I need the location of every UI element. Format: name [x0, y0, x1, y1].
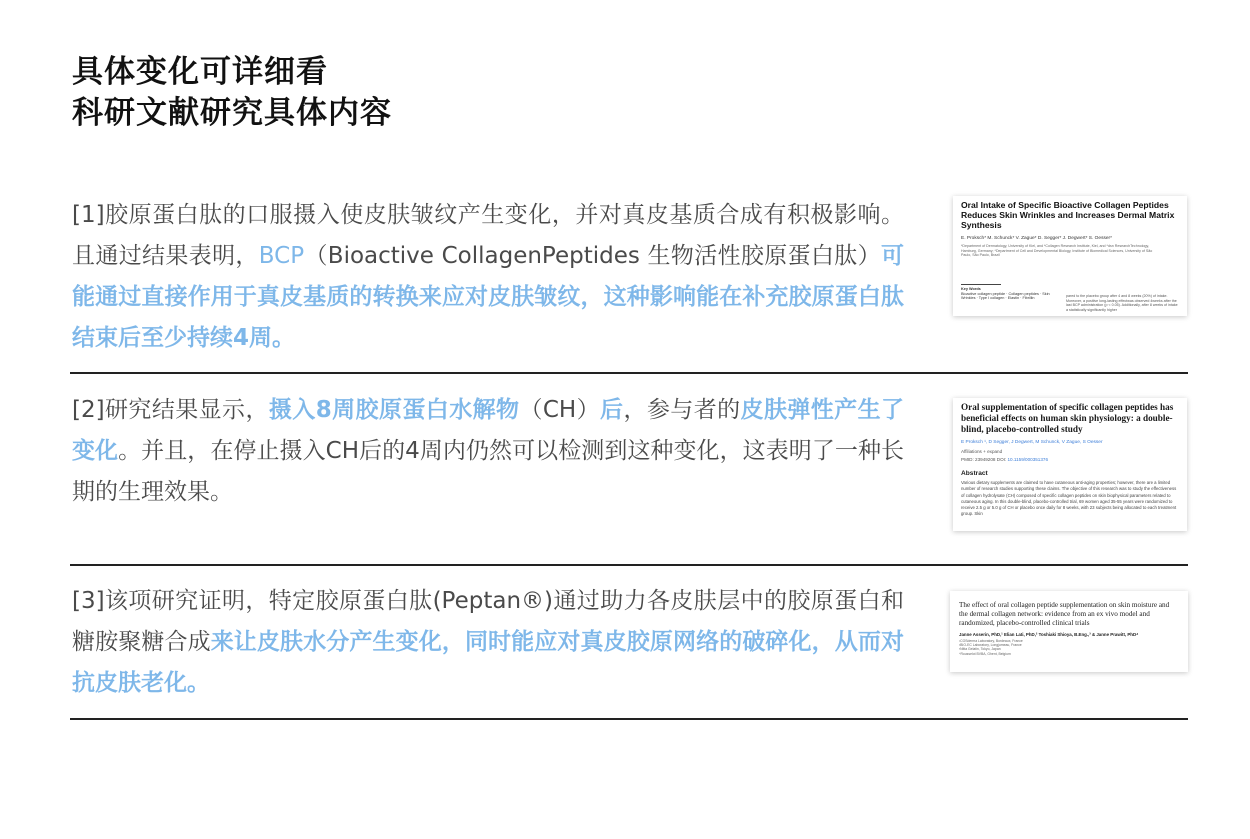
paragraph-2-text: 。并且，在停止摄入CH后的4周内仍然可以检测到这种变化，这表明了一种长期的生理效果。 [72, 438, 904, 505]
heading-line-1: 具体变化可详细看 [72, 54, 328, 90]
paper-2-pmid [961, 457, 1179, 462]
paper-3-affiliation: ¹COSderma Laboratory, Bordeaux, France [959, 639, 1023, 643]
paper-3-affiliations [959, 639, 1179, 656]
paper-1-keywords-line: Bioactive collagen peptide · Collagen peptides · Skin [961, 291, 1050, 296]
paragraph-1-highlight-bcp: BCP [258, 243, 305, 269]
paper-2-title: Oral supplementation of specific collagen peptides has beneficial effects on human skin physiology: a double-blind, placebo-controlled study [961, 402, 1174, 434]
paragraph-2-text: （CH） [519, 397, 601, 423]
paper-2-abstract-heading: Abstract [961, 470, 988, 477]
paper-1-keywords-heading: Key Words [961, 286, 981, 291]
paper-1-body-text: pared to the placebo group after 4 and 8 weeks (20%) of intake. Moreover, a positive long-lasting effectwas observed 4weeks after the last BCP administration (p < 0.05). Additionally, after 8 weeks of intake a statistically significantly higher [1066, 294, 1178, 312]
paragraph-2-text: ，参与者的 [623, 397, 741, 423]
paper-3-authors: Janne Asserin, PhD,¹ Elian Lati, PhD,² Toshiaki Shioya, B.Eng.,³ & Janne Prawitt, PhD⁴ [959, 632, 1139, 637]
reference-paragraph-3 [72, 581, 904, 704]
paper-2-abstract: Various dietary supplements are claimed to have cutaneous anti-aging properties; however, there are a limited number of research studies supporting these claims. The objective of this research was to study the effectiveness of collagen hydrolysate (CH) composed of specific collagen peptides on skin biophysical parameters related to cutaneous aging. In this double-blind, placebo-controlled trial, 69 women aged 35-55 years were randomized to receive 2.5 g or 5.0 g of CH or placebo once daily for 8 weeks, with 23 subjects being allocated to each treatment group. Skin [961, 480, 1177, 517]
divider [70, 718, 1188, 720]
paragraph-3-highlight: 来让皮肤水分产生变化，同时能应对真皮胶原网络的破碎化，从而对抗皮肤老化。 [72, 629, 905, 696]
heading-line-2: 科研文献研究具体内容 [72, 95, 392, 131]
paper-1-authors: E. Proksch* M. Schunck* V. Zague* D. Segger* J. Degwert* S. Oesser* [961, 236, 1112, 241]
paper-1-affiliations: *Department of Dermatology, University of Kiel, and *Collagen Research Institute, Kiel, and *dsn ResearchTechnology, Hamburg, Germany; *Department of Cell and Developmental Biology, Institute of Biomedical Sciences, University of São Paulo, São Paulo, Brazil [961, 244, 1153, 258]
paragraph-2-text: [2]研究结果显示， [72, 397, 269, 423]
paper-3-affiliation: ²BIO-EC Laboratory, Longjumeau, France [959, 643, 1022, 648]
paragraph-2-highlight: 皮肤弹性产生了变化 [72, 397, 905, 464]
divider [70, 564, 1188, 566]
paper-3-title: The effect of oral collagen peptide supplementation on skin moisture and the dermal collagen network: evidence from an ex vivo model and randomized, placebo-controlled clinical trials [959, 601, 1170, 627]
page-heading [72, 52, 392, 134]
paragraph-1-highlight: 可能通过直接作用于真皮基质的转换来应对皮肤皱纹，这种影响能在补充胶原蛋白肽结束后至少持续4周。 [72, 243, 905, 351]
paper-1-title: Oral Intake of Specific Bioactive Collagen Peptides Reduces Skin Wrinkles and Increases Dermal Matrix Synthesis [961, 200, 1175, 230]
paper-2-affiliations: Affiliations + expand [961, 449, 1003, 454]
paper-1-keywords-line: Wrinkles · Type I collagen · Elastin · Fibrillin [961, 296, 1035, 301]
paper-2-doi: 10.1159/000351376 [1007, 457, 1049, 462]
paragraph-2-highlight: 摄入8周胶原蛋白水解物 [268, 397, 520, 423]
paper-thumbnail-2 [953, 398, 1187, 531]
paper-2-pmid-label: PMID: 23949208 DOI: [961, 457, 1008, 462]
paper-3-affiliation: ⁴Rousselot BVBA, Ghent, Belgium [959, 651, 1011, 656]
divider [70, 372, 1188, 374]
paragraph-1-text: （Bioactive CollagenPeptides 生物活性胶原蛋白肽） [304, 243, 882, 269]
paper-thumbnail-3 [950, 591, 1188, 672]
paragraph-2-highlight: 后 [600, 397, 624, 423]
reference-paragraph-1 [72, 195, 904, 359]
paragraph-1-text: [1]胶原蛋白肽的口服摄入使皮肤皱纹产生变化，并对真皮基质合成有积极影响。且通过结果表明， [72, 202, 904, 269]
reference-paragraph-2 [72, 390, 904, 513]
paragraph-3-text: [3]该项研究证明，特定胶原蛋白肽(Peptan®)通过助力各皮肤层中的胶原蛋白和糖胺聚糖合成 [72, 588, 904, 655]
paper-thumbnail-1 [953, 196, 1187, 316]
paper-2-authors: E Proksch ¹, D Segger, J Degwert, M Schunck, V Zague, S Oesser [961, 440, 1103, 445]
paper-3-affiliation: ³Nitta Gelatin, Tokyo, Japan [959, 647, 1001, 652]
